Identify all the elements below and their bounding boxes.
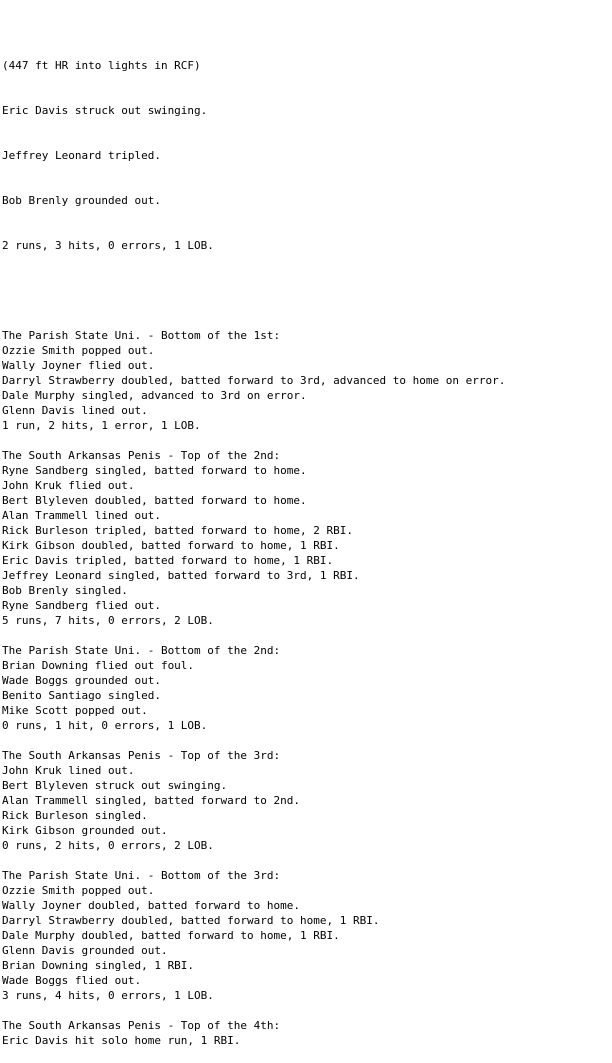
play-line: Darryl Strawberry doubled, batted forward to 3rd, advanced to home on error. bbox=[2, 374, 506, 387]
inning-block bbox=[2, 448, 610, 628]
play-line: Wade Boggs grounded out. bbox=[2, 674, 161, 687]
inning-header: The Parish State Uni. - Bottom of the 3rd: bbox=[2, 869, 281, 882]
inning-summary: 5 runs, 7 hits, 0 errors, 2 LOB. bbox=[2, 614, 214, 627]
play-line: Ryne Sandberg flied out. bbox=[2, 599, 161, 612]
play-line: John Kruk flied out. bbox=[2, 479, 135, 492]
play-line: Ozzie Smith popped out. bbox=[2, 344, 155, 357]
play-line: Brian Downing singled, 1 RBI. bbox=[2, 959, 195, 972]
play-line: Rick Burleson tripled, batted forward to home, 2 RBI. bbox=[2, 524, 353, 537]
blank-line bbox=[2, 1003, 610, 1018]
intro-line: Eric Davis struck out swinging. bbox=[2, 104, 208, 117]
play-line: Eric Davis hit solo home run, 1 RBI. bbox=[2, 1034, 241, 1047]
intro-summary: 2 runs, 3 hits, 0 errors, 1 LOB. bbox=[2, 239, 214, 252]
play-line: Darryl Strawberry doubled, batted forward to home, 1 RBI. bbox=[2, 914, 380, 927]
blank-line bbox=[2, 853, 610, 868]
play-line: Alan Trammell lined out. bbox=[2, 509, 161, 522]
play-line: Eric Davis tripled, batted forward to home, 1 RBI. bbox=[2, 554, 334, 567]
play-line: Ryne Sandberg singled, batted forward to home. bbox=[2, 464, 307, 477]
play-line: Mike Scott popped out. bbox=[2, 704, 148, 717]
intro-line: (447 ft HR into lights in RCF) bbox=[2, 59, 201, 72]
play-line: Bob Brenly singled. bbox=[2, 584, 128, 597]
play-line: Wally Joyner flied out. bbox=[2, 359, 155, 372]
inning-summary: 0 runs, 1 hit, 0 errors, 1 LOB. bbox=[2, 719, 208, 732]
play-line: Ozzie Smith popped out. bbox=[2, 884, 155, 897]
play-line: Jeffrey Leonard singled, batted forward to 3rd, 1 RBI. bbox=[2, 569, 360, 582]
play-line: Bert Blyleven doubled, batted forward to home. bbox=[2, 494, 307, 507]
play-line: Wally Joyner doubled, batted forward to home. bbox=[2, 899, 301, 912]
inning-block bbox=[2, 328, 610, 433]
intro-line: Jeffrey Leonard tripled. bbox=[2, 149, 161, 162]
play-line: Kirk Gibson doubled, batted forward to home, 1 RBI. bbox=[2, 539, 340, 552]
blank-line bbox=[2, 733, 610, 748]
inning-block bbox=[2, 643, 610, 733]
inning-header: The South Arkansas Penis - Top of the 3rd: bbox=[2, 749, 281, 762]
play-line: Glenn Davis lined out. bbox=[2, 404, 148, 417]
inning-summary: 0 runs, 2 hits, 0 errors, 2 LOB. bbox=[2, 839, 214, 852]
inning-block bbox=[2, 1018, 610, 1048]
intro-line: Bob Brenly grounded out. bbox=[2, 194, 161, 207]
inning-header: The Parish State Uni. - Bottom of the 2nd: bbox=[2, 644, 281, 657]
play-line: John Kruk lined out. bbox=[2, 764, 135, 777]
inning-block bbox=[2, 748, 610, 853]
play-line: Alan Trammell singled, batted forward to 2nd. bbox=[2, 794, 301, 807]
game-log bbox=[2, 0, 610, 1063]
play-line: Rick Burleson singled. bbox=[2, 809, 148, 822]
innings-list bbox=[2, 313, 610, 1048]
play-line: Dale Murphy singled, advanced to 3rd on error. bbox=[2, 389, 307, 402]
inning-block bbox=[2, 868, 610, 1003]
inning-header: The Parish State Uni. - Bottom of the 1st: bbox=[2, 329, 281, 342]
play-line: Wade Boggs flied out. bbox=[2, 974, 142, 987]
inning-header: The South Arkansas Penis - Top of the 4th: bbox=[2, 1019, 281, 1032]
intro-block bbox=[2, 28, 610, 283]
blank-line bbox=[2, 433, 610, 448]
blank-line bbox=[2, 313, 610, 328]
inning-header: The South Arkansas Penis - Top of the 2nd: bbox=[2, 449, 281, 462]
play-line: Dale Murphy doubled, batted forward to home, 1 RBI. bbox=[2, 929, 340, 942]
inning-summary: 1 run, 2 hits, 1 error, 1 LOB. bbox=[2, 419, 201, 432]
play-line: Benito Santiago singled. bbox=[2, 689, 161, 702]
play-line: Glenn Davis grounded out. bbox=[2, 944, 168, 957]
play-line: Brian Downing flied out foul. bbox=[2, 659, 195, 672]
play-line: Bert Blyleven struck out swinging. bbox=[2, 779, 228, 792]
blank-line bbox=[2, 628, 610, 643]
inning-summary: 3 runs, 4 hits, 0 errors, 1 LOB. bbox=[2, 989, 214, 1002]
play-line: Kirk Gibson grounded out. bbox=[2, 824, 168, 837]
